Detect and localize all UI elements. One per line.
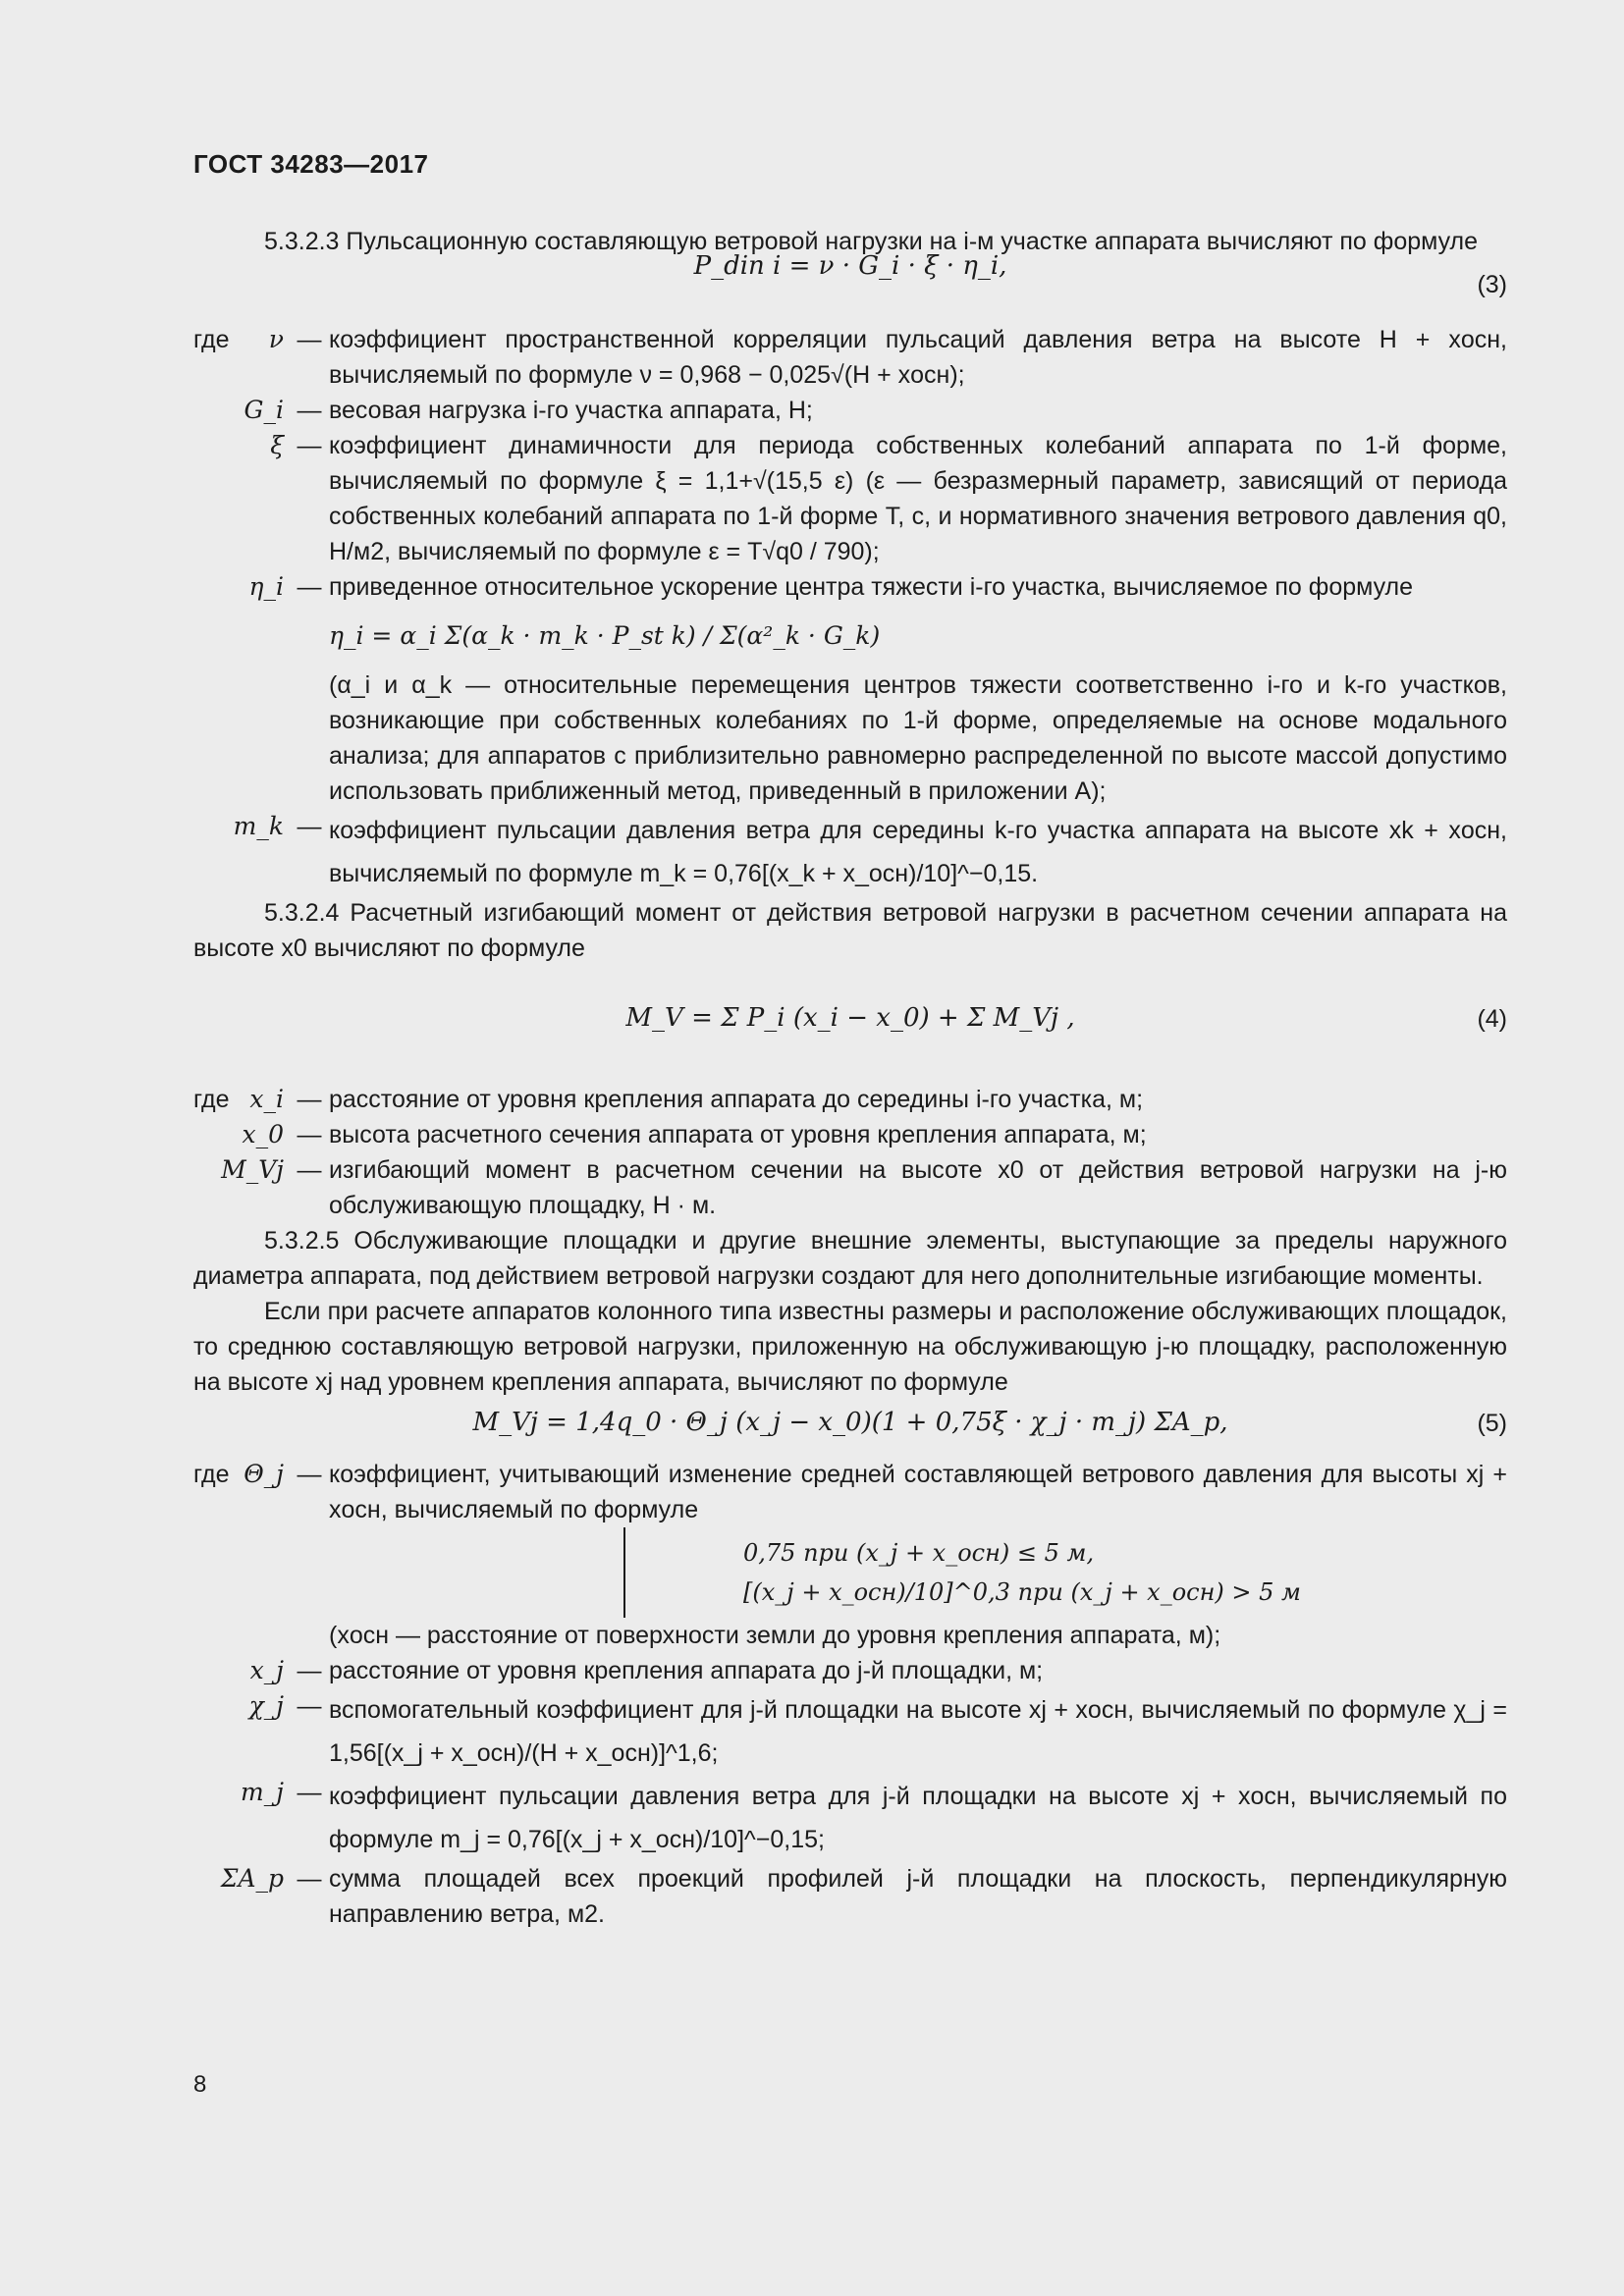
paragraph-5-3-2-4: 5.3.2.4 Расчетный изгибающий момент от действия ветровой нагрузки в расчетном сечении аппарата на высоте x0 вычисляют по формуле [193,899,1507,962]
definition-text: приведенное относительное ускорение центра тяжести i-го участка, вычисляемое по формуле [329,573,1414,601]
definition-text: коэффициент пульсации давления ветра для j-й площадки на высоте xj + xосн, вычисляемый по формуле m_j = 0,76[(x_j + x_осн)/10]^−0,15; [329,1783,1507,1853]
definition-text: расстояние от уровня крепления аппарата до j-й площадки, м; [329,1657,1044,1684]
definition-m-j: m_j — коэффициент пульсации давления ветра для j-й площадки на высоте xj + xосн, вычисляемый по формуле m_j = 0,76[(x_j + x_осн)/10]^−0,15; [193,1775,1507,1861]
definition-text: высота расчетного сечения аппарата от уровня крепления аппарата, м; [329,1121,1147,1148]
symbol: ξ [270,431,284,459]
case-2: [(x_j + x_осн)/10]^0,3 при (x_j + x_осн) > 5 м [743,1578,1301,1606]
formula-4-row [193,966,1507,1082]
definition-text: коэффициент, учитывающий изменение средней составляющей ветрового давления для высоты xj + xосн, вычисляемый по формуле [329,1461,1507,1523]
definition-x-i: где x_i — расстояние от уровня крепления аппарата до середины i-го участка, м; [193,1082,1507,1117]
symbol: M_Vj [221,1155,284,1184]
definition-x-0: x_0 — высота расчетного сечения аппарата от уровня крепления аппарата, м; [193,1117,1507,1152]
document-body [193,224,1507,1932]
definition-chi-j: χ_j — вспомогательный коэффициент для j-й площадки на высоте xj + xосн, вычисляемый по формуле χ_j = 1,56[(x_j + x_осн)/(H + x_осн)]^1,6; [193,1688,1507,1775]
symbol: ΣA_p [220,1864,284,1893]
symbol: x_i [249,1085,284,1113]
formula-4: M_V = Σ P_i (x_i − x_0) + Σ M_Vj , [625,1003,1075,1033]
symbol: m_j [241,1778,284,1806]
definition-g-i: G_i — весовая нагрузка i-го участка аппарата, Н; [193,393,1507,428]
formula-3-row [193,251,1507,322]
formula-5-row [193,1400,1507,1457]
definition-text: вспомогательный коэффициент для j-й площадки на высоте xj + xосн, вычисляемый по формуле χ_j = 1,56[(x_j + x_осн)/(H + x_осн)]^1,6; [329,1696,1507,1767]
symbol: Θ_j [244,1460,284,1488]
definition-xi: ξ — коэффициент динамичности для периода собственных колебаний аппарата по 1-й форме, вычисляемый по формуле ξ = 1,1+√(15,5 ε) (ε — безразмерный параметр, зависящий от периода собственных колебаний аппарата по 1-й форме T, с, и нормативного значения ветрового давления q0, Н/м2, вычисляемый по формуле ε = T√q0 / 790); [193,428,1507,569]
definition-sum-a-p: ΣA_p — сумма площадей всех проекций профилей j-й площадки на плоскость, перпендикулярную направлению ветра, м2. [193,1861,1507,1932]
definition-eta-i: η_i — приведенное относительное ускорение центра тяжести i-го участка, вычисляемое по формуле η_i = α_i Σ(α_k · m_k · P_st k) / Σ(α²_k · G_k) (α_i и α_k — относительные перемещения центров тяжести соответственно i-го и k-го участков, возникающие при собственных колебаниях по 1-й форме, определяемые на основе модального анализа; для аппаратов с приблизительно равномерно распределенной по высоте массой допустимо использовать приближенный метод, приведенный в приложении А); [193,569,1507,809]
formula-5: M_Vj = 1,4q_0 · Θ_j (x_j − x_0)(1 + 0,75ξ · χ_j · m_j) ΣA_p, [472,1408,1228,1437]
symbol: χ_j [248,1691,284,1720]
definition-m-k: m_k — коэффициент пульсации давления ветра для середины k-го участка аппарата на высоте xk + xосн, вычисляемый по формуле m_k = 0,76[(x_k + x_осн)/10]^−0,15. [193,809,1507,895]
definition-text: коэффициент динамичности для периода собственных колебаний аппарата по 1-й форме, вычисляемый по формуле ξ = 1,1+√(15,5 ε) (ε — безразмерный параметр, зависящий от периода собственных колебаний аппарата по 1-й форме T, с, и нормативного значения ветрового давления q0, Н/м2, вычисляемый по формуле ε = T√q0 / 790); [329,432,1507,565]
symbol: x_j [249,1656,284,1684]
definition-nu: где ν — коэффициент пространственной корреляции пульсаций давления ветра на высоте H + xосн, вычисляемый по формуле ν = 0,968 − 0,025√(H + xосн); [193,322,1507,393]
definition-text-continued: (xосн — расстояние от поверхности земли до уровня крепления аппарата, м); [329,1622,1221,1649]
paragraph-5-3-2-5-cont: Если при расчете аппаратов колонного типа известны размеры и расположение обслуживающих площадок, то среднюю составляющую ветровой нагрузки, приложенную на обслуживающую j-ю площадку, расположенную на высоте xj над уровнем крепления аппарата, вычисляют по формуле [193,1298,1507,1396]
symbol: m_k [233,812,284,840]
definition-text: сумма площадей всех проекций профилей j-й площадки на плоскость, перпендикулярную направлению ветра, м2. [329,1865,1507,1928]
paragraph-5-3-2-5: 5.3.2.5 Обслуживающие площадки и другие внешние элементы, выступающие за пределы наружного диаметра аппарата, под действием ветровой нагрузки создают для него дополнительные изгибающие моменты. [193,1227,1507,1290]
symbol: x_0 [242,1120,284,1148]
definition-x-j: x_j — расстояние от уровня крепления аппарата до j-й площадки, м; [193,1653,1507,1688]
definition-text: весовая нагрузка i-го участка аппарата, Н; [329,397,813,424]
formula-eta: η_i = α_i Σ(α_k · m_k · P_st k) / Σ(α²_k · G_k) [329,621,881,650]
definition-text: расстояние от уровня крепления аппарата до середины i-го участка, м; [329,1086,1144,1113]
symbol: G_i [244,396,284,424]
formula-4-number: (4) [1477,1005,1507,1033]
definition-m-vj: M_Vj — изгибающий момент в расчетном сечении на высоте x0 от действия ветровой нагрузки на j-ю обслуживающую площадку, Н · м. [193,1152,1507,1223]
standard-header: ГОСТ 34283—2017 [193,149,429,179]
definition-text: коэффициент пульсации давления ветра для середины k-го участка аппарата на высоте xk + xосн, вычисляемый по формуле m_k = 0,76[(x_k + x_осн)/10]^−0,15. [329,817,1507,887]
piecewise-formula [623,1527,1507,1618]
symbol: η_i [248,572,284,601]
definition-text: изгибающий момент в расчетном сечении на высоте x0 от действия ветровой нагрузки на j-ю обслуживающую площадку, Н · м. [329,1156,1507,1219]
paragraph-5-3-2-3: 5.3.2.3 Пульсационную составляющую ветровой нагрузки на i-м участке аппарата вычисляют по формуле [264,228,1479,255]
where-label: где [193,1086,230,1113]
where-label: где [193,1461,230,1488]
case-1: 0,75 при (x_j + x_осн) ≤ 5 м, [743,1539,1095,1567]
page-number: 8 [193,2071,207,2098]
formula-5-number: (5) [1477,1410,1507,1437]
formula-3: P_din i = ν · G_i · ξ · η_i, [693,251,1007,281]
definition-theta-j: где Θ_j — коэффициент, учитывающий изменение средней составляющей ветрового давления для высоты xj + xосн, вычисляемый по формуле 0,75 при (x_j + x_осн) ≤ 5 м, [(x_j + x_осн)/10]^0,3 при (x_j + x_осн) > 5 м (xосн — расстояние от поверхности земли до уровня крепления аппарата, м); [193,1457,1507,1653]
symbol: ν [268,325,284,353]
where-label: где [193,326,230,353]
formula-3-number: (3) [1477,271,1507,298]
definition-text: коэффициент пространственной корреляции пульсаций давления ветра на высоте H + xосн, вычисляемый по формуле ν = 0,968 − 0,025√(H + xосн); [329,326,1507,389]
definition-text-continued: (α_i и α_k — относительные перемещения центров тяжести соответственно i-го и k-го участков, возникающие при собственных колебаниях по 1-й форме, определяемые на основе модального анализа; для аппаратов с приблизительно равномерно распределенной по высоте массой допустимо использовать приближенный метод, приведенный в приложении А); [329,671,1507,805]
